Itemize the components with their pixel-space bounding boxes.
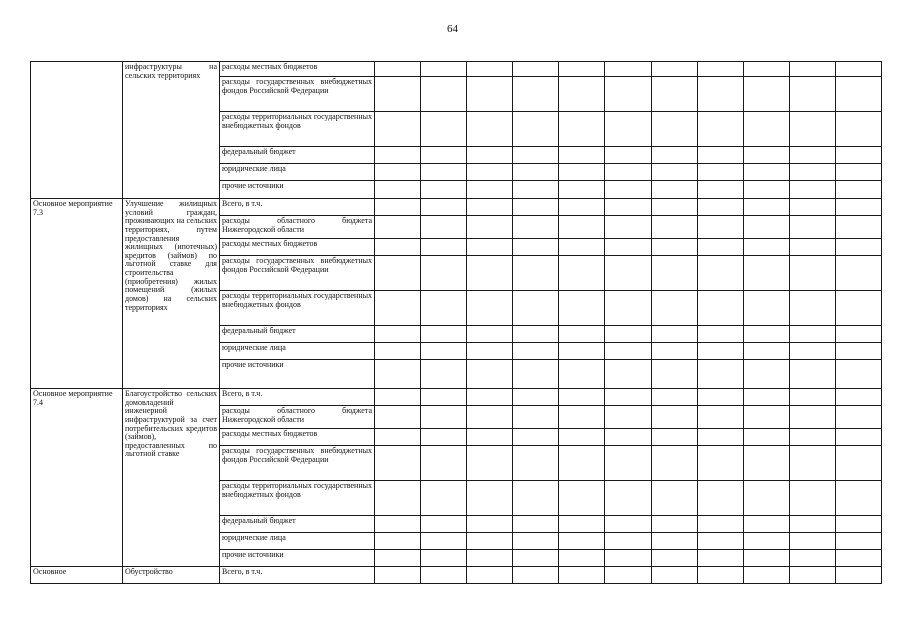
value-cell — [743, 291, 789, 326]
event-cell: Основное мероприятие 7.4 — [31, 389, 123, 567]
value-cell — [421, 216, 467, 239]
value-cell — [789, 429, 835, 446]
value-cell — [467, 550, 513, 567]
value-cell — [697, 550, 743, 567]
value-cell — [375, 199, 421, 216]
financing-table — [30, 61, 882, 584]
value-cell — [421, 550, 467, 567]
value-cell — [789, 216, 835, 239]
value-cell — [421, 481, 467, 516]
value-cell — [605, 216, 651, 239]
value-cell — [467, 199, 513, 216]
value-cell — [605, 164, 651, 181]
value-cell — [513, 112, 559, 147]
value-cell — [513, 567, 559, 584]
value-cell — [421, 326, 467, 343]
value-cell — [375, 216, 421, 239]
value-cell — [789, 291, 835, 326]
value-cell — [559, 429, 605, 446]
value-cell — [835, 256, 881, 291]
event-name-cell: Обустройство — [123, 567, 220, 584]
value-cell — [375, 62, 421, 77]
event-name-cell: инфраструктуры на сельских территориях — [123, 62, 220, 199]
value-cell — [743, 446, 789, 481]
value-cell — [789, 112, 835, 147]
value-cell — [559, 62, 605, 77]
value-cell — [651, 389, 697, 406]
value-cell — [605, 239, 651, 256]
value-cell — [375, 360, 421, 389]
value-cell — [651, 533, 697, 550]
value-cell — [743, 360, 789, 389]
value-cell — [467, 406, 513, 429]
value-cell — [743, 112, 789, 147]
funding-source-cell: прочие источники — [220, 550, 375, 567]
value-cell — [605, 256, 651, 291]
value-cell — [789, 533, 835, 550]
value-cell — [467, 360, 513, 389]
value-cell — [421, 147, 467, 164]
value-cell — [835, 181, 881, 199]
value-cell — [697, 389, 743, 406]
value-cell — [651, 446, 697, 481]
value-cell — [697, 429, 743, 446]
value-cell — [697, 343, 743, 360]
value-cell — [651, 199, 697, 216]
value-cell — [467, 239, 513, 256]
value-cell — [789, 446, 835, 481]
value-cell — [743, 147, 789, 164]
value-cell — [421, 343, 467, 360]
value-cell — [513, 550, 559, 567]
value-cell — [375, 239, 421, 256]
value-cell — [421, 360, 467, 389]
value-cell — [513, 533, 559, 550]
funding-source-cell: юридические лица — [220, 343, 375, 360]
value-cell — [605, 62, 651, 77]
value-cell — [789, 181, 835, 199]
value-cell — [375, 291, 421, 326]
funding-source-cell: прочие источники — [220, 360, 375, 389]
value-cell — [559, 516, 605, 533]
value-cell — [697, 62, 743, 77]
funding-source-cell: расходы областного бюджета Нижегородской области — [220, 406, 375, 429]
value-cell — [467, 77, 513, 112]
value-cell — [467, 216, 513, 239]
value-cell — [513, 389, 559, 406]
value-cell — [375, 533, 421, 550]
value-cell — [421, 446, 467, 481]
value-cell — [421, 429, 467, 446]
value-cell — [513, 199, 559, 216]
value-cell — [513, 62, 559, 77]
value-cell — [743, 550, 789, 567]
funding-source-cell: Всего, в т.ч. — [220, 389, 375, 406]
funding-source-cell: расходы местных бюджетов — [220, 239, 375, 256]
value-cell — [743, 181, 789, 199]
value-cell — [743, 516, 789, 533]
value-cell — [559, 181, 605, 199]
value-cell — [421, 199, 467, 216]
value-cell — [697, 239, 743, 256]
funding-source-cell: расходы государственных внебюджетных фондов Российской Федерации — [220, 256, 375, 291]
value-cell — [513, 360, 559, 389]
value-cell — [789, 239, 835, 256]
value-cell — [513, 481, 559, 516]
value-cell — [559, 216, 605, 239]
value-cell — [375, 406, 421, 429]
funding-source-cell: прочие источники — [220, 181, 375, 199]
value-cell — [559, 446, 605, 481]
value-cell — [559, 164, 605, 181]
value-cell — [835, 326, 881, 343]
value-cell — [421, 181, 467, 199]
value-cell — [605, 516, 651, 533]
value-cell — [559, 343, 605, 360]
value-cell — [559, 326, 605, 343]
value-cell — [467, 567, 513, 584]
value-cell — [421, 164, 467, 181]
value-cell — [559, 533, 605, 550]
value-cell — [651, 256, 697, 291]
value-cell — [559, 112, 605, 147]
value-cell — [513, 147, 559, 164]
value-cell — [651, 429, 697, 446]
value-cell — [835, 62, 881, 77]
value-cell — [697, 291, 743, 326]
value-cell — [697, 533, 743, 550]
value-cell — [743, 62, 789, 77]
value-cell — [559, 360, 605, 389]
value-cell — [789, 256, 835, 291]
value-cell — [789, 326, 835, 343]
value-cell — [605, 550, 651, 567]
value-cell — [513, 216, 559, 239]
value-cell — [467, 343, 513, 360]
value-cell — [835, 516, 881, 533]
value-cell — [697, 199, 743, 216]
funding-source-cell: расходы территориальных государственных внебюджетных фондов — [220, 112, 375, 147]
value-cell — [651, 567, 697, 584]
value-cell — [789, 62, 835, 77]
value-cell — [375, 326, 421, 343]
value-cell — [421, 406, 467, 429]
value-cell — [743, 77, 789, 112]
value-cell — [605, 533, 651, 550]
funding-source-cell: расходы государственных внебюджетных фондов Российской Федерации — [220, 446, 375, 481]
value-cell — [697, 256, 743, 291]
value-cell — [789, 343, 835, 360]
value-cell — [651, 481, 697, 516]
value-cell — [651, 516, 697, 533]
value-cell — [789, 199, 835, 216]
value-cell — [605, 326, 651, 343]
value-cell — [605, 360, 651, 389]
value-cell — [651, 360, 697, 389]
value-cell — [651, 291, 697, 326]
value-cell — [697, 112, 743, 147]
value-cell — [559, 239, 605, 256]
value-cell — [697, 181, 743, 199]
value-cell — [375, 429, 421, 446]
value-cell — [835, 216, 881, 239]
value-cell — [559, 389, 605, 406]
value-cell — [605, 406, 651, 429]
value-cell — [559, 481, 605, 516]
value-cell — [835, 533, 881, 550]
value-cell — [835, 77, 881, 112]
value-cell — [743, 164, 789, 181]
value-cell — [651, 239, 697, 256]
value-cell — [467, 256, 513, 291]
value-cell — [651, 164, 697, 181]
value-cell — [605, 147, 651, 164]
value-cell — [559, 550, 605, 567]
value-cell — [743, 199, 789, 216]
value-cell — [835, 343, 881, 360]
value-cell — [467, 389, 513, 406]
value-cell — [559, 256, 605, 291]
value-cell — [697, 567, 743, 584]
value-cell — [743, 343, 789, 360]
value-cell — [789, 406, 835, 429]
value-cell — [743, 216, 789, 239]
value-cell — [835, 199, 881, 216]
value-cell — [559, 406, 605, 429]
value-cell — [651, 343, 697, 360]
value-cell — [651, 550, 697, 567]
funding-source-cell: юридические лица — [220, 533, 375, 550]
value-cell — [467, 481, 513, 516]
value-cell — [651, 406, 697, 429]
value-cell — [605, 112, 651, 147]
value-cell — [697, 481, 743, 516]
value-cell — [375, 256, 421, 291]
value-cell — [467, 533, 513, 550]
value-cell — [513, 239, 559, 256]
value-cell — [421, 291, 467, 326]
value-cell — [651, 181, 697, 199]
value-cell — [421, 256, 467, 291]
value-cell — [513, 256, 559, 291]
funding-source-cell: юридические лица — [220, 164, 375, 181]
value-cell — [513, 326, 559, 343]
value-cell — [513, 343, 559, 360]
event-name-cell: Улучшение жилищных условий граждан, проживающих на сельских территориях, путем предоставления жилищных (ипотечных) кредитов (займов) по льготной ставке для строительства (приобретения) жилых помещений (жилых домов) на сельских территориях — [123, 199, 220, 389]
funding-source-cell: расходы государственных внебюджетных фондов Российской Федерации — [220, 77, 375, 112]
value-cell — [835, 291, 881, 326]
value-cell — [375, 164, 421, 181]
value-cell — [605, 77, 651, 112]
value-cell — [835, 360, 881, 389]
value-cell — [467, 326, 513, 343]
value-cell — [375, 181, 421, 199]
value-cell — [375, 446, 421, 481]
value-cell — [743, 256, 789, 291]
table-row — [31, 389, 882, 406]
value-cell — [513, 516, 559, 533]
table-row — [31, 199, 882, 216]
value-cell — [743, 239, 789, 256]
value-cell — [743, 406, 789, 429]
value-cell — [697, 406, 743, 429]
event-cell: Основное — [31, 567, 123, 584]
value-cell — [421, 239, 467, 256]
value-cell — [835, 429, 881, 446]
value-cell — [559, 291, 605, 326]
value-cell — [651, 77, 697, 112]
value-cell — [605, 181, 651, 199]
value-cell — [789, 147, 835, 164]
funding-source-cell: расходы местных бюджетов — [220, 62, 375, 77]
value-cell — [375, 112, 421, 147]
value-cell — [513, 164, 559, 181]
value-cell — [467, 429, 513, 446]
value-cell — [651, 62, 697, 77]
value-cell — [375, 550, 421, 567]
table-row — [31, 567, 882, 584]
event-cell: Основное мероприятие 7.3 — [31, 199, 123, 389]
value-cell — [835, 389, 881, 406]
value-cell — [467, 446, 513, 481]
value-cell — [467, 164, 513, 181]
value-cell — [421, 112, 467, 147]
value-cell — [605, 429, 651, 446]
value-cell — [743, 533, 789, 550]
value-cell — [513, 291, 559, 326]
value-cell — [651, 112, 697, 147]
value-cell — [375, 343, 421, 360]
value-cell — [375, 147, 421, 164]
value-cell — [789, 481, 835, 516]
value-cell — [467, 62, 513, 77]
funding-source-cell: расходы областного бюджета Нижегородской области — [220, 216, 375, 239]
value-cell — [605, 481, 651, 516]
value-cell — [651, 216, 697, 239]
value-cell — [835, 446, 881, 481]
value-cell — [559, 199, 605, 216]
value-cell — [375, 567, 421, 584]
value-cell — [421, 516, 467, 533]
value-cell — [651, 326, 697, 343]
funding-source-cell: федеральный бюджет — [220, 326, 375, 343]
value-cell — [835, 481, 881, 516]
value-cell — [513, 446, 559, 481]
value-cell — [789, 516, 835, 533]
value-cell — [513, 181, 559, 199]
value-cell — [835, 164, 881, 181]
value-cell — [605, 446, 651, 481]
value-cell — [789, 389, 835, 406]
value-cell — [743, 567, 789, 584]
value-cell — [421, 389, 467, 406]
page-number: 64 — [447, 23, 458, 35]
funding-source-cell: федеральный бюджет — [220, 147, 375, 164]
value-cell — [743, 326, 789, 343]
value-cell — [697, 446, 743, 481]
value-cell — [375, 77, 421, 112]
value-cell — [467, 181, 513, 199]
value-cell — [697, 326, 743, 343]
funding-source-cell: Всего, в т.ч. — [220, 567, 375, 584]
value-cell — [375, 481, 421, 516]
value-cell — [697, 360, 743, 389]
value-cell — [789, 164, 835, 181]
value-cell — [421, 567, 467, 584]
value-cell — [467, 112, 513, 147]
value-cell — [835, 147, 881, 164]
event-cell — [31, 62, 123, 199]
value-cell — [697, 216, 743, 239]
value-cell — [743, 481, 789, 516]
value-cell — [467, 147, 513, 164]
value-cell — [467, 291, 513, 326]
value-cell — [835, 112, 881, 147]
value-cell — [789, 77, 835, 112]
value-cell — [513, 429, 559, 446]
value-cell — [421, 77, 467, 112]
value-cell — [513, 77, 559, 112]
funding-source-cell: расходы территориальных государственных внебюджетных фондов — [220, 481, 375, 516]
value-cell — [605, 567, 651, 584]
value-cell — [789, 567, 835, 584]
value-cell — [375, 516, 421, 533]
value-cell — [421, 62, 467, 77]
value-cell — [375, 389, 421, 406]
value-cell — [697, 516, 743, 533]
table-row — [31, 62, 882, 77]
value-cell — [605, 291, 651, 326]
value-cell — [697, 147, 743, 164]
value-cell — [559, 77, 605, 112]
value-cell — [605, 389, 651, 406]
value-cell — [513, 406, 559, 429]
value-cell — [835, 406, 881, 429]
value-cell — [835, 567, 881, 584]
funding-source-cell: расходы местных бюджетов — [220, 429, 375, 446]
value-cell — [559, 567, 605, 584]
value-cell — [605, 343, 651, 360]
value-cell — [789, 360, 835, 389]
event-name-cell: Благоустройство сельских домовладений инженерной инфраструктурой за счет потребительских кредитов (займов), предоставленных по льготной ставке — [123, 389, 220, 567]
value-cell — [697, 164, 743, 181]
value-cell — [421, 533, 467, 550]
value-cell — [743, 429, 789, 446]
value-cell — [789, 550, 835, 567]
value-cell — [697, 77, 743, 112]
value-cell — [651, 147, 697, 164]
funding-source-cell: Всего, в т.ч. — [220, 199, 375, 216]
funding-source-cell: расходы территориальных государственных внебюджетных фондов — [220, 291, 375, 326]
value-cell — [835, 239, 881, 256]
funding-source-cell: федеральный бюджет — [220, 516, 375, 533]
value-cell — [605, 199, 651, 216]
value-cell — [559, 147, 605, 164]
value-cell — [467, 516, 513, 533]
value-cell — [835, 550, 881, 567]
value-cell — [743, 389, 789, 406]
